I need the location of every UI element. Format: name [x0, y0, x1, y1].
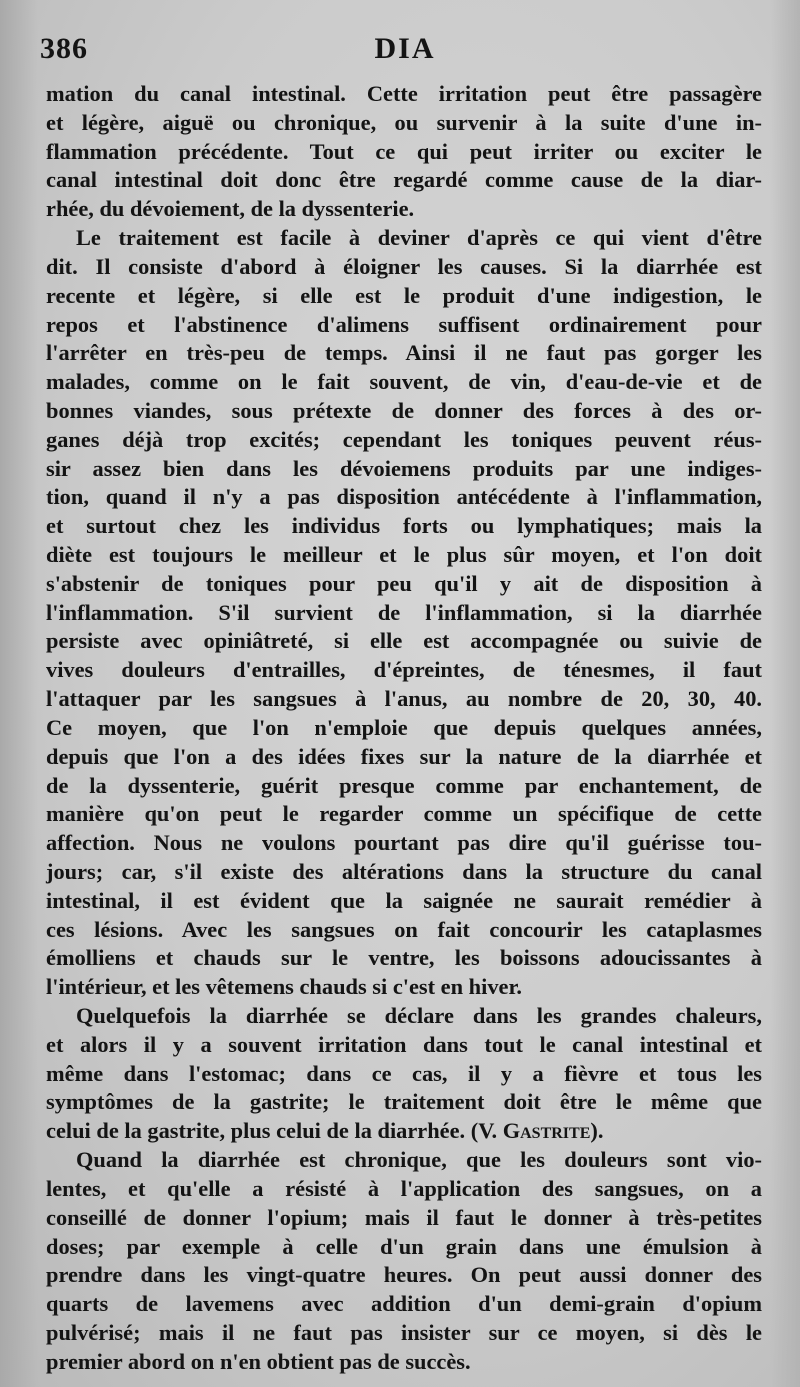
text-line: prendre dans les vingt-quatre heures. On peut aussi donner des	[46, 1262, 762, 1288]
text-line-segment: celui de la gastrite, plus celui de la diarrhée. (V.	[46, 1118, 503, 1144]
text-line: mation du canal intestinal. Cette irritation peut être passagère	[46, 81, 762, 106]
text-line: Ce moyen, que l'on n'emploie que depuis quelques années,	[46, 714, 762, 740]
text-line: jours; car, s'il existe des altérations dans la structure du canal	[46, 858, 762, 884]
body-text	[46, 80, 762, 1377]
text-line: émolliens et chauds sur le ventre, les boissons adoucissantes à	[46, 945, 762, 971]
text-line: ganes déjà trop excités; cependant les toniques peuvent réus-	[46, 426, 762, 452]
text-line: et légère, aiguë ou chronique, ou survenir à la suite d'une in-	[46, 109, 762, 135]
text-line: tion, quand il n'y a pas disposition antécédente à l'inflammation,	[46, 484, 762, 510]
text-line: recente et légère, si elle est le produit d'une indigestion, le	[46, 282, 762, 308]
text-line: et alors il y a souvent irritation dans tout le canal intestinal et	[46, 1031, 762, 1057]
cross-reference-close: ).	[590, 1118, 604, 1144]
page-shadow-right	[770, 0, 800, 1387]
text-line: même dans l'estomac; dans ce cas, il y a fièvre et tous les	[46, 1060, 762, 1086]
text-line: vives douleurs d'entrailles, d'épreintes, de ténesmes, il faut	[46, 657, 762, 683]
text-line: ces lésions. Avec les sangsues on fait concourir les cataplasmes	[46, 916, 762, 942]
text-line: Quand la diarrhée est chronique, que les douleurs sont vio-	[76, 1147, 762, 1173]
text-line: premier abord on n'en obtient pas de succès.	[46, 1348, 471, 1374]
text-line: Le traitement est facile à deviner d'après ce qui vient d'être	[76, 225, 762, 251]
text-line: de la dyssenterie, guérit presque comme par enchantement, de	[46, 772, 762, 798]
text-line: persiste avec opiniâtreté, si elle est accompagnée ou suivie de	[46, 628, 762, 654]
paragraph-3	[46, 1002, 762, 1146]
text-line: sir assez bien dans les dévoiemens produits par une indiges-	[46, 455, 762, 481]
text-line: manière qu'on peut le regarder comme un spécifique de cette	[46, 801, 762, 827]
cross-reference-link: Gastrite	[502, 1118, 591, 1144]
text-line: malades, comme on le fait souvent, de vin, d'eau-de-vie et de	[46, 369, 762, 395]
text-line: l'arrêter en très-peu de temps. Ainsi il ne faut pas gorger les	[46, 340, 762, 366]
page-shadow-left	[0, 0, 38, 1387]
text-line: rhée, du dévoiement, de la dyssenterie.	[46, 196, 415, 222]
text-line: quarts de lavemens avec addition d'un demi-grain d'opium	[46, 1291, 762, 1317]
page-header	[40, 32, 750, 72]
text-line: diète est toujours le meilleur et le plus sûr moyen, et l'on doit	[46, 542, 762, 567]
paragraph-1	[46, 80, 762, 224]
running-head: DIA	[374, 32, 436, 65]
text-line: dit. Il consiste d'abord à éloigner les causes. Si la diarrhée est	[46, 253, 762, 279]
text-line: conseillé de donner l'opium; mais il faut le donner à très-petites	[46, 1204, 762, 1230]
text-line: l'attaquer par les sangsues à l'anus, au nombre de 20, 30, 40.	[46, 686, 762, 712]
page-number: 386	[40, 32, 88, 65]
paragraph-2	[46, 224, 762, 1002]
text-line: s'abstenir de toniques pour peu qu'il y ait de disposition à	[46, 570, 762, 596]
text-line	[46, 1117, 762, 1146]
text-line: repos et l'abstinence d'alimens suffisent ordinairement pour	[46, 311, 762, 337]
text-line: pulvérisé; mais il ne faut pas insister sur ce moyen, si dès le	[46, 1319, 762, 1345]
text-line: bonnes viandes, sous prétexte de donner des forces à des or-	[46, 397, 762, 423]
text-line: Quelquefois la diarrhée se déclare dans les grandes chaleurs,	[76, 1003, 762, 1028]
text-line: doses; par exemple à celle d'un grain dans une émulsion à	[46, 1233, 762, 1259]
text-line: canal intestinal doit donc être regardé comme cause de la diar-	[46, 167, 762, 193]
text-line: affection. Nous ne voulons pourtant pas dire qu'il guérisse tou-	[46, 830, 762, 856]
text-line: l'inflammation. S'il survient de l'inflammation, si la diarrhée	[46, 599, 762, 625]
paragraph-4	[46, 1146, 762, 1377]
text-line: depuis que l'on a des idées fixes sur la nature de la diarrhée et	[46, 743, 762, 769]
text-line: flammation précédente. Tout ce qui peut irriter ou exciter le	[46, 138, 762, 164]
text-line: l'intérieur, et les vêtemens chauds si c'est en hiver.	[46, 974, 522, 1000]
text-line: intestinal, il est évident que la saignée ne saurait remédier à	[46, 887, 762, 913]
text-line: et surtout chez les individus forts ou lymphatiques; mais la	[46, 513, 762, 539]
text-line: lentes, et qu'elle a résisté à l'application des sangsues, on a	[46, 1175, 762, 1201]
text-line: symptômes de la gastrite; le traitement doit être le même que	[46, 1089, 762, 1115]
